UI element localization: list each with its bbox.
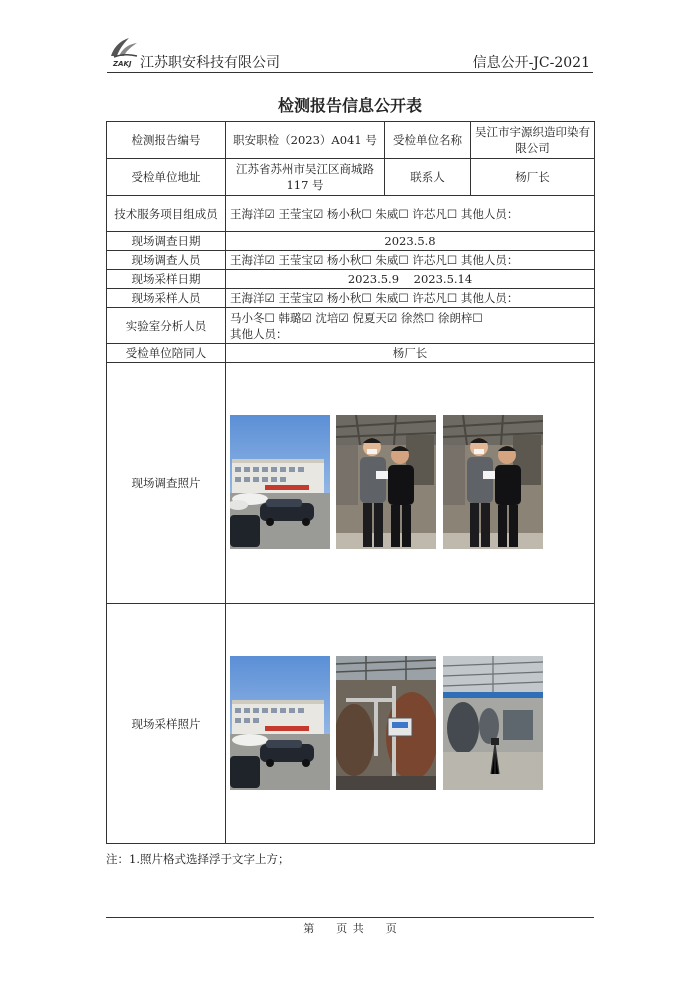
footer-divider [106, 917, 594, 918]
table-row [107, 196, 595, 232]
contact-label: 联系人 [385, 159, 471, 196]
sampling-photo-equipment [336, 656, 436, 790]
report-info-table [106, 121, 595, 844]
svg-text:ZAKJ: ZAKJ [113, 60, 132, 68]
survey-photo-building [230, 415, 330, 549]
sampling-photo-label: 现场采样照片 [107, 604, 226, 844]
table-row [107, 289, 595, 308]
table-row [107, 122, 595, 159]
sampling-photo-building [230, 656, 330, 790]
page-header [107, 34, 593, 74]
report-no-label: 检测报告编号 [107, 122, 226, 159]
page-title: 检测报告信息公开表 [277, 96, 422, 115]
sampling-date-label: 现场采样日期 [107, 270, 226, 289]
document-code: 信息公开-JC-2021 [472, 55, 590, 71]
lab-staff-label: 实验室分析人员 [107, 308, 226, 344]
table-row [107, 308, 595, 344]
unit-name-value: 吴江市宇源织造印染有限公司 [471, 122, 595, 159]
company-name: 江苏职安科技有限公司 [140, 55, 280, 71]
escort-label: 受检单位陪同人 [107, 344, 226, 363]
lab-staff-value [226, 308, 595, 344]
sampling-date-value: 2023.5.9 2023.5.14 [226, 270, 595, 289]
footnote: 注：1.照片格式选择浮于文字上方； [106, 852, 290, 866]
contact-value: 杨厂长 [471, 159, 595, 196]
unit-address-label: 受检单位地址 [107, 159, 226, 196]
table-row [107, 344, 595, 363]
table-row [107, 251, 595, 270]
table-row [107, 159, 595, 196]
company-logo [107, 34, 141, 68]
sampling-photo-workshop [443, 656, 543, 790]
survey-date-value: 2023.5.8 [226, 232, 595, 251]
survey-date-label: 现场调查日期 [107, 232, 226, 251]
survey-photo-gallery [230, 415, 595, 551]
sampling-staff-value: 王海洋☑ 王莹宝☑ 杨小秋☐ 朱威☐ 许芯凡☐ 其他人员： [226, 289, 595, 308]
escort-value: 杨厂长 [226, 344, 595, 363]
page-number-footer: 第 页 共 页 [303, 922, 397, 935]
table-row [107, 363, 595, 604]
table-row [107, 232, 595, 251]
unit-name-label: 受检单位名称 [385, 122, 471, 159]
header-divider [107, 72, 593, 73]
sampling-photos-cell [226, 604, 595, 844]
lab-staff-line-2: 其他人员： [230, 326, 288, 341]
survey-photo-interview-2 [443, 415, 543, 549]
sampling-staff-label: 现场采样人员 [107, 289, 226, 308]
survey-staff-label: 现场调查人员 [107, 251, 226, 270]
table-row [107, 604, 595, 844]
lab-staff-line-1: 马小冬☐ 韩璐☑ 沈培☑ 倪夏天☑ 徐然☐ 徐朗梓☐ [230, 310, 483, 325]
report-no-value: 职安职检（2023）A041 号 [226, 122, 385, 159]
team-label: 技术服务项目组成员 [107, 196, 226, 232]
sampling-photo-gallery [230, 656, 595, 792]
unit-address-value: 江苏省苏州市吴江区商城路 117 号 [226, 159, 385, 196]
survey-photo-label: 现场调查照片 [107, 363, 226, 604]
survey-staff-value: 王海洋☑ 王莹宝☑ 杨小秋☐ 朱威☐ 许芯凡☐ 其他人员： [226, 251, 595, 270]
table-row [107, 270, 595, 289]
survey-photos-cell [226, 363, 595, 604]
survey-photo-interview [336, 415, 436, 549]
team-members: 王海洋☑ 王莹宝☑ 杨小秋☐ 朱威☐ 许芯凡☐ 其他人员： [226, 196, 595, 232]
